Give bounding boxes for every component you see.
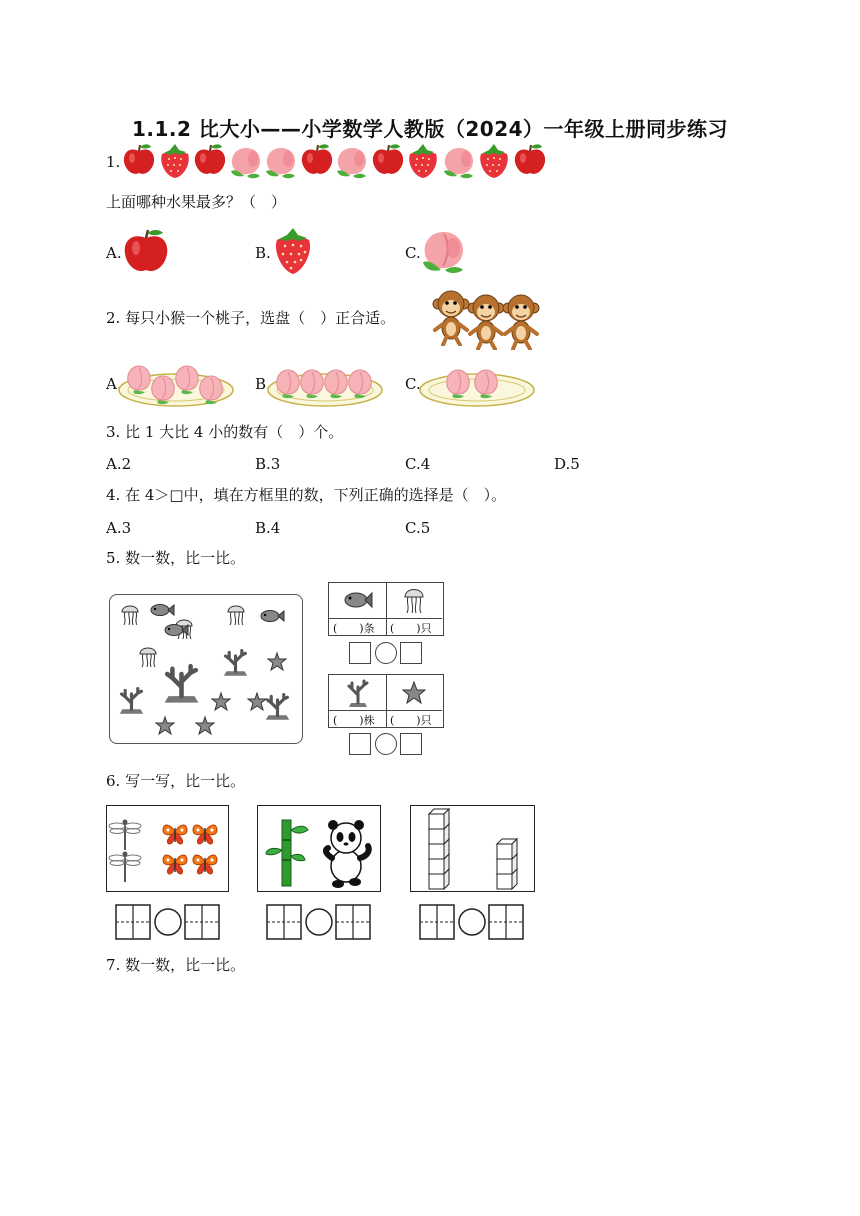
page-title: 1.1.2 比大小——小学数学人教版（2024）一年级上册同步练习 (131, 117, 729, 141)
count-table-coral-starfish (328, 674, 444, 728)
monkey-group (432, 288, 542, 348)
jellyfish-icon (140, 648, 156, 667)
answer-box-left-2[interactable] (349, 733, 371, 755)
panda-icon (326, 820, 369, 888)
picture-dragonflies-butterflies (106, 805, 229, 892)
q1-option-c-label[interactable]: C. (405, 244, 421, 262)
peach-icon (335, 143, 369, 179)
strawberry-icon[interactable] (271, 226, 315, 276)
peach-icon (264, 143, 298, 179)
peach-icon[interactable] (419, 226, 469, 276)
question-1-number: 1. (106, 153, 121, 171)
coral-count-blank[interactable]: ( )株 (333, 714, 375, 727)
butterfly-icon (163, 825, 187, 844)
q3-option-c[interactable]: C.4 (405, 455, 431, 473)
q1-option-a-label[interactable]: A. (106, 244, 122, 262)
picture-cube-towers (410, 805, 535, 892)
question-5-text: 5. 数一数，比一比。 (106, 549, 246, 567)
q4-option-b[interactable]: B.4 (255, 519, 281, 537)
plate-with-peaches (117, 352, 235, 410)
q2-option-a-label[interactable]: A. (106, 375, 122, 393)
jellyfish-icon (122, 606, 138, 625)
jellyfish-icon (228, 606, 244, 625)
apple-icon (300, 143, 334, 179)
cube-icon (429, 809, 449, 829)
fish-icon (151, 605, 174, 616)
answer-row-1[interactable] (115, 904, 221, 940)
plate-with-peaches (266, 352, 384, 410)
butterfly-icon (193, 825, 217, 844)
fruit-sequence (122, 143, 552, 181)
monkey-icon (432, 288, 470, 346)
answer-row-2[interactable] (266, 904, 372, 940)
apple-icon[interactable] (121, 228, 171, 274)
q1-option-b-label[interactable]: B. (255, 244, 271, 262)
strawberry-icon (477, 143, 511, 179)
plate-c[interactable] (418, 352, 536, 410)
plate-b[interactable] (266, 352, 384, 410)
question-1-text: 上面哪种水果最多？（ ） (106, 193, 287, 211)
monkey-icon (502, 292, 540, 350)
q2-option-c-label[interactable]: C. (405, 375, 421, 393)
compare-circle-1[interactable] (375, 642, 397, 664)
coral-icon (224, 651, 247, 676)
dragonfly-icon (109, 852, 141, 883)
q4-option-c[interactable]: C.5 (405, 519, 431, 537)
apple-icon (122, 143, 156, 179)
plate-with-peaches (418, 352, 536, 410)
jellyfish-icon (402, 585, 426, 615)
picture-bamboo-panda (257, 805, 381, 892)
answer-box-right-2[interactable] (400, 733, 422, 755)
butterfly-icon (163, 855, 187, 874)
q3-option-b[interactable]: B.3 (255, 455, 281, 473)
question-4-text: 4. 在 4＞□中，填在方框里的数，下列正确的选择是（ ）。 (106, 486, 507, 504)
coral-icon (345, 677, 371, 709)
starfish-count-blank[interactable]: ( )只 (390, 714, 432, 727)
bamboo-icon (266, 820, 308, 886)
cube-icon (497, 839, 517, 859)
coral-icon (266, 695, 289, 720)
strawberry-icon (406, 143, 440, 179)
strawberry-icon (158, 143, 192, 179)
starfish-icon (196, 717, 214, 734)
starfish-icon (248, 693, 266, 710)
apple-icon (513, 143, 547, 179)
q2-option-b-label[interactable]: B. (255, 375, 271, 393)
count-table-fish-jellyfish (328, 582, 444, 636)
jellyfish-count-blank[interactable]: ( )只 (390, 622, 432, 635)
dragonfly-icon (109, 820, 141, 851)
question-7-text: 7. 数一数，比一比。 (106, 956, 246, 974)
monkey-icon (467, 292, 505, 350)
question-3-text: 3. 比 1 大比 4 小的数有（ ）个。 (106, 423, 344, 441)
answer-box-left-1[interactable] (349, 642, 371, 664)
question-2-text: 2. 每只小猴一个桃子，选盘（ ）正合适。 (106, 309, 396, 327)
peach-icon (229, 143, 263, 179)
fish-icon (261, 611, 284, 622)
sea-scene (109, 594, 303, 744)
coral-icon (120, 689, 143, 714)
fish-icon (343, 589, 373, 611)
coral-icon (165, 666, 199, 702)
fish-count-blank[interactable]: ( )条 (333, 622, 375, 635)
q3-option-a[interactable]: A.2 (106, 455, 132, 473)
starfish-icon (212, 693, 230, 710)
plate-a[interactable] (117, 352, 235, 410)
compare-circle-2[interactable] (375, 733, 397, 755)
q3-option-d[interactable]: D.5 (554, 455, 580, 473)
answer-box-right-1[interactable] (400, 642, 422, 664)
butterfly-icon (193, 855, 217, 874)
q4-option-a[interactable]: A.3 (106, 519, 132, 537)
starfish-icon (402, 681, 426, 705)
apple-icon (193, 143, 227, 179)
starfish-icon (268, 653, 286, 670)
peach-icon (442, 143, 476, 179)
apple-icon (371, 143, 405, 179)
starfish-icon (156, 717, 174, 734)
answer-row-3[interactable] (419, 904, 525, 940)
question-6-text: 6. 写一写，比一比。 (106, 772, 246, 790)
